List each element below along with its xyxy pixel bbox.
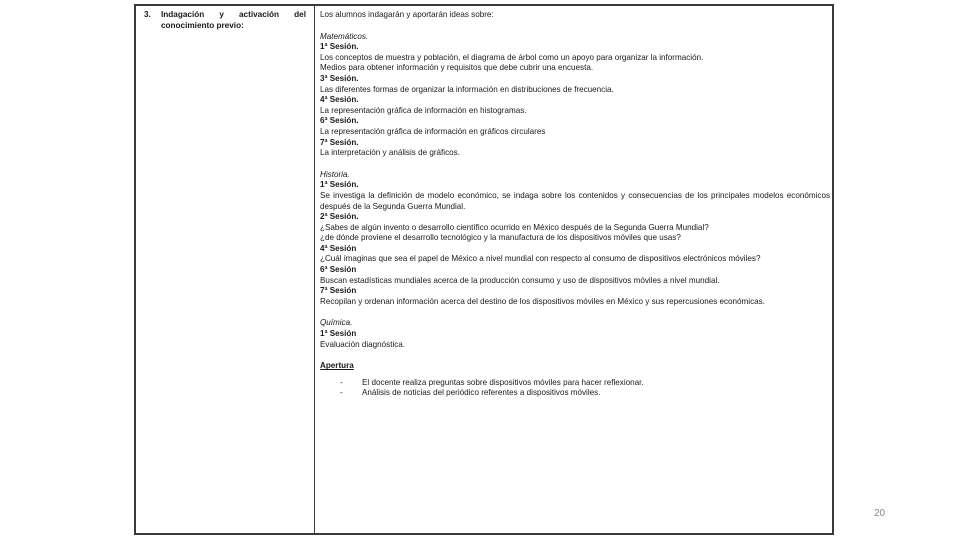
mat-session-4-title: 4ª Sesión.: [320, 95, 359, 105]
his-session-2-title: 2ª Sesión.: [320, 212, 359, 222]
mat-session-7-title: 7ª Sesión.: [320, 137, 359, 147]
qui-session-1-title: 1ª Sesión: [320, 329, 357, 339]
quimica-heading: Química.: [320, 318, 353, 328]
apertura-bullet: [320, 378, 830, 389]
mat-session-6-line-1: La representación gráfica de información en gráficos circulares: [320, 126, 546, 136]
bullet-dash: -: [340, 388, 343, 398]
lesson-table: [134, 4, 834, 535]
mat-session-3-line-1: Las diferentes formas de organizar la información en distribuciones de frecuencia.: [320, 84, 614, 94]
column-divider: [314, 6, 315, 533]
mat-session-4-line-1: La representación gráfica de información en histogramas.: [320, 105, 527, 115]
his-session-2-line-1: ¿Sabes de algún invento o desarrollo científico ocurrido en México después de la Segunda Guerra Mundial?: [320, 222, 709, 232]
mat-session-6-title: 6ª Sesión.: [320, 116, 359, 126]
qui-session-1-line-1: Evaluación diagnóstica.: [320, 339, 406, 349]
mat-session-3-title: 3ª Sesión.: [320, 73, 359, 83]
his-session-6-line-1: Buscan estadísticas mundiales acerca de la producción consumo y uso de dispositivos móviles a nivel mundial.: [320, 275, 720, 285]
apertura-heading: Apertura: [320, 361, 354, 371]
section-label: Indagación y activación del conocimiento previo:: [161, 10, 306, 30]
his-session-4-text: ¿Cuál imaginas que sea el papel de México a nivel mundial con respecto al consumo de dispositivos electrónicos móviles?: [320, 254, 761, 264]
apertura-bullet-text: El docente realiza preguntas sobre dispositivos móviles para hacer reflexionar.: [362, 377, 644, 387]
his-session-4-title: 4ª Sesión: [320, 243, 357, 253]
bullet-dash: -: [340, 377, 343, 387]
mat-session-7-line-1: La interpretación y análisis de gráficos.: [320, 148, 460, 158]
page-number: 20: [874, 508, 886, 519]
section-number: 3.: [144, 10, 151, 19]
mat-session-1-line-2: Medios para obtener información y requisitos que debe cubrir una encuesta.: [320, 63, 594, 73]
historia-heading: Historia.: [320, 169, 350, 179]
mat-session-1-line-1: Los conceptos de muestra y población, el diagrama de árbol como un apoyo para organizar la información.: [320, 52, 704, 62]
matematicas-heading: Matemáticos.: [320, 31, 369, 41]
mat-session-1-title: 1ª Sesión.: [320, 42, 359, 52]
his-session-7-title: 7ª Sesión: [320, 286, 357, 296]
right-cell: [320, 10, 830, 399]
his-session-7-text: Recopilan y ordenan información acerca del destino de los dispositivos móviles en México y sus repercusiones económicas.: [320, 296, 765, 306]
his-session-2-line-2: ¿de dónde proviene el desarrollo tecnológico y la manufactura de los dispositivos móviles que usas?: [320, 233, 681, 243]
apertura-bullet: [320, 388, 830, 399]
apertura-bullet-text: Análisis de noticias del periódico referentes a dispositivos móviles.: [362, 388, 601, 398]
his-session-1-title: 1ª Sesión.: [320, 180, 359, 190]
his-session-1-text: Se investiga la definición de modelo económico, se indaga sobre los contenidos y consecuencias de los principales modelos económicos después de la Segunda Guerra Mundial.: [320, 190, 830, 211]
intro-text: Los alumnos indagarán y aportarán ideas sobre:: [320, 10, 494, 19]
his-session-6-title: 6ª Sesión: [320, 265, 357, 275]
